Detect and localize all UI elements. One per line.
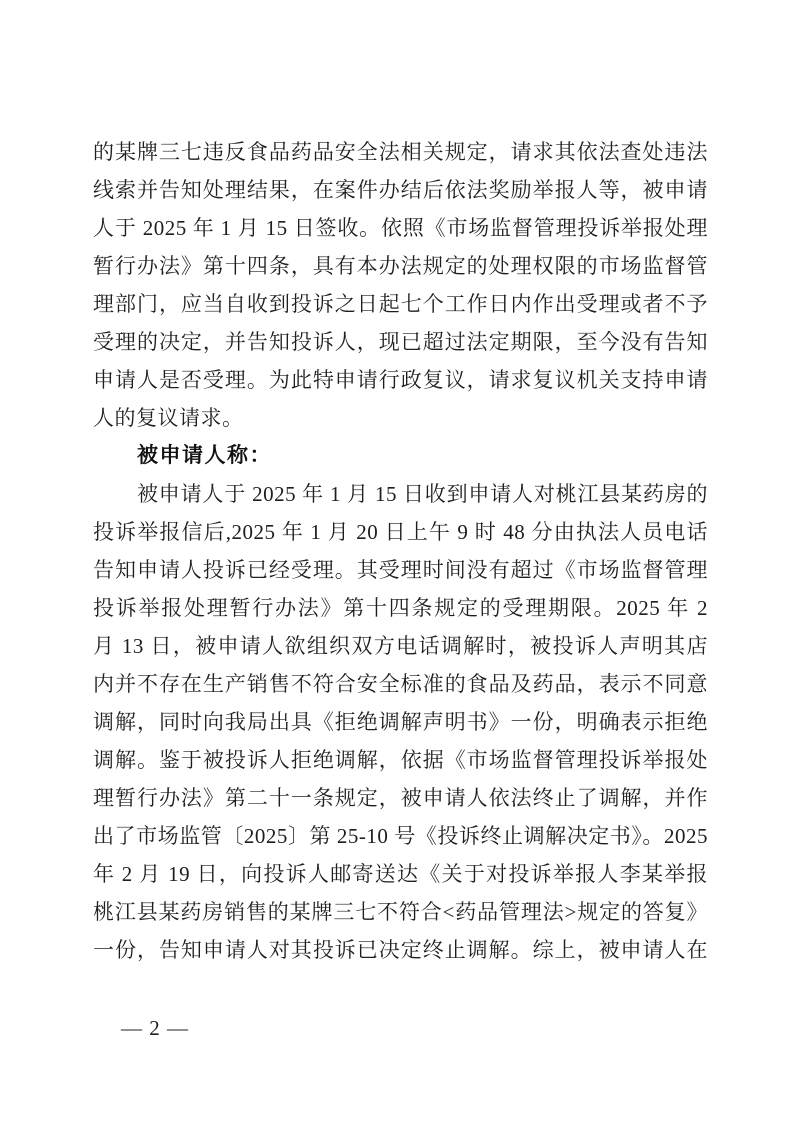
document-body	[93, 133, 708, 969]
text-line: 被申请人于 2025 年 1 月 15 日收到申请人对桃江县某药房的	[137, 482, 708, 506]
text-line: 申请人是否受理。为此特申请行政复议，请求复议机关支持申请	[93, 368, 708, 392]
text-line: 投诉举报处理暂行办法》第十四条规定的受理期限。2025 年 2	[93, 596, 708, 620]
text-line: 线索并告知处理结果，在案件办结后依法奖励举报人等，被申请	[93, 178, 708, 202]
text-line: 一份，告知申请人对其投诉已决定终止调解。综上，被申请人在	[93, 938, 708, 962]
text-line: 调解。鉴于被投诉人拒绝调解，依据《市场监督管理投诉举报处	[93, 748, 708, 772]
text-line: 投诉举报信后,2025 年 1 月 20 日上午 9 时 48 分由执法人员电话	[93, 520, 708, 544]
section-heading: 被申请人称：	[137, 444, 272, 467]
text-line: 人于 2025 年 1 月 15 日签收。依照《市场监督管理投诉举报处理	[93, 216, 708, 240]
text-line: 调解，同时向我局出具《拒绝调解声明书》一份，明确表示拒绝	[93, 710, 708, 734]
text-line: 月 13 日，被申请人欲组织双方电话调解时，被投诉人声明其店	[93, 634, 708, 658]
text-line: 告知申请人投诉已经受理。其受理时间没有超过《市场监督管理	[93, 558, 708, 582]
text-line: 出了市场监管〔2025〕第 25-10 号《投诉终止调解决定书》。2025	[93, 824, 708, 848]
text-line: 的某牌三七违反食品药品安全法相关规定，请求其依法查处违法	[93, 140, 708, 164]
text-line: 理暂行办法》第二十一条规定，被申请人依法终止了调解，并作	[93, 786, 708, 810]
text-line: 理部门，应当自收到投诉之日起七个工作日内作出受理或者不予	[93, 292, 708, 316]
text-line: 受理的决定，并告知投诉人，现已超过法定期限，至今没有告知	[93, 330, 708, 354]
text-line: 内并不存在生产销售不符合安全标准的食品及药品，表示不同意	[93, 672, 708, 696]
text-line: 人的复议请求。	[93, 406, 244, 430]
text-line: 桃江县某药房销售的某牌三七不符合<药品管理法>规定的答复》	[93, 900, 708, 924]
text-line: 暂行办法》第十四条，具有本办法规定的处理权限的市场监督管	[93, 254, 708, 278]
page-number: — 2 —	[121, 1016, 189, 1040]
text-line: 年 2 月 19 日，向投诉人邮寄送达《关于对投诉举报人李某举报	[93, 862, 708, 886]
